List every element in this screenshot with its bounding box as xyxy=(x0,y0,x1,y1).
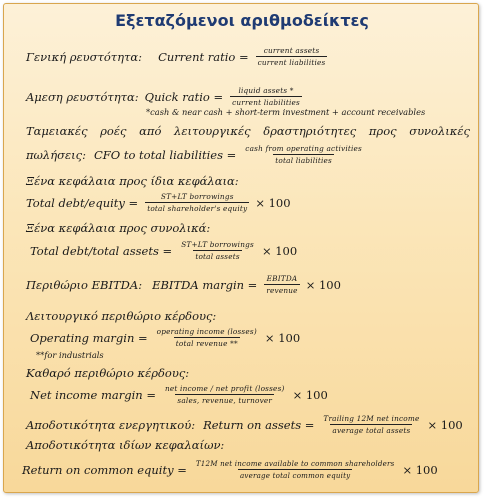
roe-label: Αποδοτικότητα ιδίων κεφαλαίων: xyxy=(26,438,225,452)
debt-equity-label: Ξένα κεφάλαια προς ίδια κεφάλαια: xyxy=(26,174,239,188)
debt-equity-row xyxy=(26,192,291,213)
current-ratio-fraction xyxy=(256,46,328,67)
operating-fraction xyxy=(155,327,259,348)
cfo-label-continued: πωλήσεις: xyxy=(26,147,86,162)
net-expr: Net income margin = xyxy=(30,387,156,402)
roe-row xyxy=(22,459,438,480)
cfo-label-word: δραστηριότητες xyxy=(263,124,357,138)
quick-ratio-row xyxy=(26,86,305,107)
roa-label: Αποδοτικότητα ενεργητικού: xyxy=(26,417,196,432)
current-ratio-row xyxy=(26,46,330,67)
operating-expr: Operating margin = xyxy=(30,330,148,345)
roe-heading xyxy=(26,438,224,452)
operating-footnote: **for industrials xyxy=(36,350,104,360)
fraction-denominator: revenue xyxy=(266,286,298,295)
cfo-row xyxy=(26,144,367,165)
fraction-numerator: Trailing 12M net income xyxy=(323,414,420,423)
ebitda-fraction xyxy=(264,274,299,295)
fraction-numerator: ST+LT borrowings xyxy=(181,240,254,249)
fraction-numerator: T12M net income available to common shareholders xyxy=(195,459,395,468)
fraction-numerator: ST+LT borrowings xyxy=(160,192,234,201)
fraction-denominator: current liabilities xyxy=(232,98,300,107)
fraction-denominator: current liabilities xyxy=(257,58,326,67)
times-100: × 100 xyxy=(292,387,328,402)
fraction-denominator: total assets xyxy=(195,252,240,261)
net-label: Καθαρό περιθώριο κέρδους: xyxy=(26,366,190,380)
fraction-denominator: total shareholder's equity xyxy=(147,204,248,213)
cfo-fraction xyxy=(243,144,364,165)
debt-assets-label: Ξένα κεφάλαια προς συνολικά: xyxy=(26,221,211,235)
fraction-numerator: current assets xyxy=(263,46,320,55)
debt-equity-fraction xyxy=(145,192,249,213)
debt-equity-expr: Total debt/equity = xyxy=(26,195,139,210)
fraction-denominator: sales, revenue, turnover xyxy=(177,396,273,405)
quick-ratio-fraction xyxy=(230,86,302,107)
debt-assets-fraction xyxy=(179,240,256,261)
net-row xyxy=(30,384,328,405)
debt-equity-heading xyxy=(26,174,239,188)
fraction-numerator: operating income (losses) xyxy=(156,327,257,336)
net-heading xyxy=(26,366,189,380)
fraction-numerator: liquid assets * xyxy=(238,86,294,95)
fraction-numerator: net income / net profit (losses) xyxy=(164,384,285,393)
operating-label: Λειτουργικό περιθώριο κέρδους: xyxy=(26,309,217,323)
quick-ratio-expr: Quick ratio = xyxy=(144,89,224,104)
times-100: × 100 xyxy=(427,417,463,432)
cfo-label-word: λειτουργικές xyxy=(174,124,251,138)
times-100: × 100 xyxy=(402,462,438,477)
operating-row xyxy=(30,327,300,348)
roe-expr: Return on common equity = xyxy=(22,462,187,477)
fraction-denominator: average total assets xyxy=(332,426,411,435)
fraction-denominator: total liabilities xyxy=(275,156,332,165)
roa-row xyxy=(26,414,463,435)
operating-heading xyxy=(26,309,216,323)
net-fraction xyxy=(163,384,287,405)
ebitda-row xyxy=(26,274,341,295)
cfo-label-line xyxy=(26,124,470,138)
cfo-expr: CFO to total liabilities = xyxy=(93,147,237,162)
cfo-label-word: ροές xyxy=(100,124,127,138)
cfo-label-word: από xyxy=(139,124,162,138)
quick-ratio-footnote: *cash & near cash + short-term investment + account receivables xyxy=(146,107,426,117)
times-100: × 100 xyxy=(264,330,301,345)
cfo-label-word: προς xyxy=(368,124,397,138)
ratios-card xyxy=(3,3,479,493)
fraction-denominator: average total common equity xyxy=(239,471,351,480)
card-title: Εξεταζόμενοι αριθμοδείκτες xyxy=(115,11,369,30)
debt-assets-expr: Total debt/total assets = xyxy=(30,243,173,258)
cfo-label-word: Ταμειακές xyxy=(26,124,88,138)
current-ratio-label: Γενική ρευστότητα: xyxy=(26,49,143,64)
quick-ratio-label: Αμεση ρευστότητα: xyxy=(26,89,139,104)
fraction-numerator: cash from operating activities xyxy=(245,144,362,153)
cfo-label-word: συνολικές xyxy=(409,124,470,138)
current-ratio-expr: Current ratio = xyxy=(158,49,249,64)
ebitda-label: Περιθώριο EBITDA: xyxy=(26,277,143,292)
roa-expr: Return on assets = xyxy=(203,417,315,432)
fraction-denominator: total revenue ** xyxy=(175,339,238,348)
times-100: × 100 xyxy=(261,243,298,258)
times-100: × 100 xyxy=(305,277,341,292)
ebitda-expr: EBITDA margin = xyxy=(152,277,258,292)
debt-assets-heading xyxy=(26,221,210,235)
debt-assets-row xyxy=(30,240,297,261)
roe-fraction xyxy=(194,459,397,480)
roa-fraction xyxy=(321,414,421,435)
fraction-numerator: EBITDA xyxy=(266,274,298,283)
times-100: × 100 xyxy=(255,195,291,210)
